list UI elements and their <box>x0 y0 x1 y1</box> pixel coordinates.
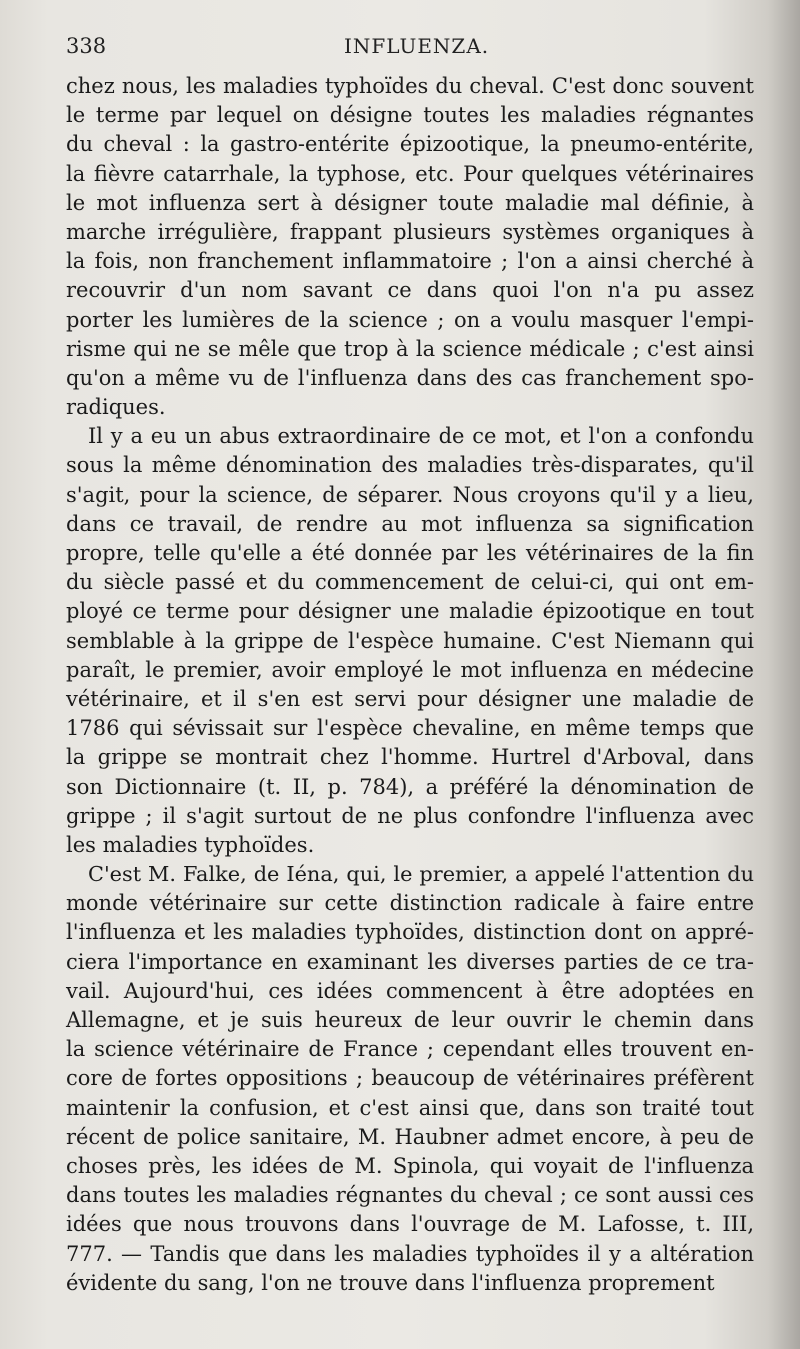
text-line: Il y a eu un abus extraordinaire de ce mot, et l'on a confondu <box>88 424 754 449</box>
text-line: 1786 qui sévissait sur l'espèce chevaline, en même temps que <box>66 716 754 741</box>
paragraph <box>66 860 754 1298</box>
text-line: le mot influenza sert à désigner toute maladie mal définie, à <box>66 190 754 215</box>
text-line: vétérinaire, et il s'en est servi pour désigner une maladie de <box>66 686 754 711</box>
paragraph <box>66 72 754 422</box>
text-line: du cheval : la gastro-entérite épizootique, la pneumo-entérite, <box>66 132 754 157</box>
text-line: qu'on a même vu de l'influenza dans des cas franchement spo- <box>66 365 754 390</box>
text-line: recouvrir d'un nom savant ce dans quoi l'on n'a pu assez <box>66 278 754 303</box>
text-line: idées que nous trouvons dans l'ouvrage de M. Lafosse, t. III, <box>66 1212 754 1237</box>
page-number: 338 <box>66 34 107 58</box>
text-line: les maladies typhoïdes. <box>66 832 315 857</box>
text-line: le terme par lequel on désigne toutes les maladies régnantes <box>66 103 754 128</box>
text-line: C'est M. Falke, de Iéna, qui, le premier, a appelé l'attention du <box>88 862 754 887</box>
text-line: son Dictionnaire (t. II, p. 784), a préféré la dénomination de <box>66 774 754 799</box>
paragraph <box>66 422 754 860</box>
text-line: paraît, le premier, avoir employé le mot influenza en médecine <box>66 657 754 682</box>
text-line: semblable à la grippe de l'espèce humaine. C'est Niemann qui <box>66 628 754 653</box>
text-line: s'agit, pour la science, de séparer. Nous croyons qu'il y a lieu, <box>66 482 754 507</box>
text-line: dans toutes les maladies régnantes du cheval ; ce sont aussi ces <box>66 1183 754 1208</box>
text-line: récent de police sanitaire, M. Haubner admet encore, à peu de <box>66 1124 754 1149</box>
text-line: ciera l'importance en examinant les diverses parties de ce tra- <box>66 949 754 974</box>
text-line: évidente du sang, l'on ne trouve dans l'influenza proprement <box>66 1270 715 1295</box>
text-line: radiques. <box>66 395 166 420</box>
text-line: monde vétérinaire sur cette distinction radicale à faire entre <box>66 891 754 916</box>
text-line: la science vétérinaire de France ; cependant elles trouvent en- <box>66 1037 754 1062</box>
text-line: la fois, non franchement inflammatoire ; l'on a ainsi cherché à <box>66 249 754 274</box>
body-text <box>66 72 754 1298</box>
running-head: INFLUENZA. <box>344 34 490 58</box>
text-line: 777. — Tandis que dans les maladies typhoïdes il y a altération <box>66 1241 754 1266</box>
text-line: Allemagne, et je suis heureux de leur ouvrir le chemin dans <box>66 1008 754 1032</box>
text-line: choses près, les idées de M. Spinola, qui voyait de l'influenza <box>66 1153 754 1178</box>
text-line: porter les lumières de la science ; on a voulu masquer l'empi- <box>66 307 754 332</box>
text-line: core de fortes oppositions ; beaucoup de vétérinaires préfèrent <box>66 1066 754 1091</box>
text-line: la grippe se montrait chez l'homme. Hurtrel d'Arboval, dans <box>66 745 754 770</box>
text-line: l'influenza et les maladies typhoïdes, distinction dont on appré- <box>66 920 754 945</box>
text-line: marche irrégulière, frappant plusieurs systèmes organiques à <box>66 219 754 244</box>
text-line: chez nous, les maladies typhoïdes du cheval. C'est donc souvent <box>66 74 754 98</box>
text-line: propre, telle qu'elle a été donnée par les vétérinaires de la fin <box>66 541 754 565</box>
text-line: la fièvre catarrhale, la typhose, etc. Pour quelques vétérinaires <box>66 161 754 186</box>
text-line: ployé ce terme pour désigner une maladie épizootique en tout <box>66 599 754 624</box>
text-line: du siècle passé et du commencement de celui-ci, qui ont em- <box>66 570 754 595</box>
text-line: risme qui ne se mêle que trop à la science médicale ; c'est ainsi <box>66 336 754 361</box>
text-line: grippe ; il s'agit surtout de ne plus confondre l'influenza avec <box>66 803 754 828</box>
text-line: maintenir la confusion, et c'est ainsi que, dans son traité tout <box>66 1095 754 1120</box>
text-line: vail. Aujourd'hui, ces idées commencent à être adoptées en <box>66 978 754 1003</box>
text-line: dans ce travail, de rendre au mot influenza sa signification <box>66 511 754 536</box>
text-line: sous la même dénomination des maladies très-disparates, qu'il <box>66 453 754 478</box>
page-header <box>0 30 800 66</box>
